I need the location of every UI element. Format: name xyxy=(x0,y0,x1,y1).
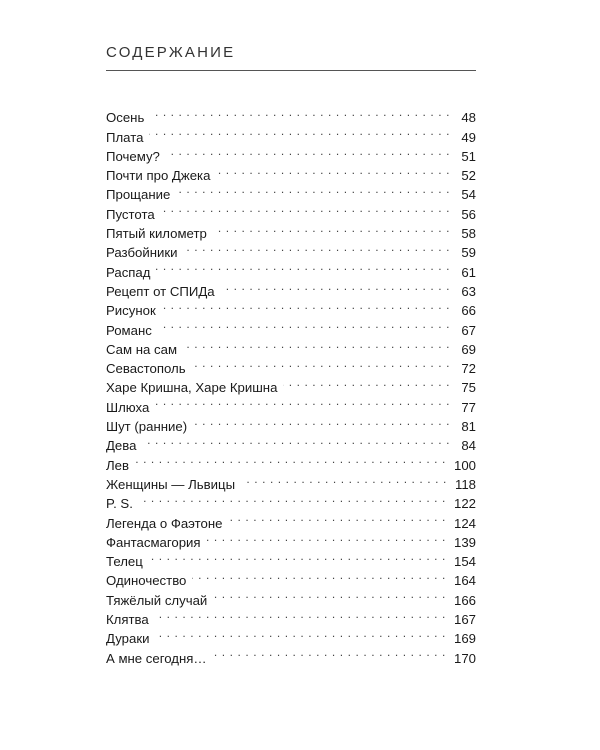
toc-entry-title: Плата xyxy=(106,128,149,147)
dot-leader xyxy=(162,296,450,315)
toc-entry xyxy=(106,431,476,454)
toc-entry-title: Клятва xyxy=(106,610,155,629)
toc-entry xyxy=(106,585,476,608)
dot-leader xyxy=(192,566,446,585)
toc-entry-page-number: 49 xyxy=(461,129,476,145)
toc-entry xyxy=(106,528,476,550)
dot-leader xyxy=(213,219,450,238)
toc-entry-title: Шлюха xyxy=(106,398,155,417)
toc-entry xyxy=(106,161,476,184)
toc-entry xyxy=(106,392,476,415)
dot-leader xyxy=(228,508,446,527)
dot-leader xyxy=(216,161,450,180)
toc-entry xyxy=(106,547,476,570)
toc-entry-title: Осень xyxy=(106,108,150,127)
toc-entry-title: Рисунок xyxy=(106,301,162,320)
toc-entry xyxy=(106,296,476,319)
toc-entry-page-number: 169 xyxy=(453,631,476,647)
toc-entry-page-number: 100 xyxy=(453,457,476,473)
toc-entry-title: Романс xyxy=(106,321,158,340)
title-divider xyxy=(106,70,476,71)
toc-entry xyxy=(106,643,476,666)
toc-entry xyxy=(106,238,476,261)
toc-entry-page-number: 167 xyxy=(453,612,476,628)
toc-entry xyxy=(106,199,476,222)
toc-entry-title: Шут (ранние) xyxy=(106,417,193,436)
toc-entry-title: Разбойники xyxy=(106,243,183,262)
toc-entry xyxy=(106,450,476,473)
toc-entry xyxy=(106,373,476,396)
toc-entry-page-number: 77 xyxy=(461,399,476,415)
dot-leader xyxy=(142,431,450,450)
toc-entry xyxy=(106,103,476,126)
dot-leader xyxy=(149,547,446,566)
toc-entry-title: А мне сегодня… xyxy=(106,649,213,668)
toc-entry-title: Дураки xyxy=(106,629,155,648)
dot-leader xyxy=(183,335,450,354)
dot-leader xyxy=(166,142,450,161)
toc-entry-page-number: 166 xyxy=(453,592,476,608)
dot-leader xyxy=(207,528,446,547)
toc-entry-page-number: 52 xyxy=(461,168,476,184)
toc-entry-page-number: 81 xyxy=(461,419,476,435)
toc-entry-title: Рецепт от СПИДа xyxy=(106,282,221,301)
toc-entry xyxy=(106,122,476,145)
dot-leader xyxy=(135,450,446,469)
toc-entry xyxy=(106,566,476,589)
toc-entry-page-number: 51 xyxy=(461,148,476,164)
toc-entry-title: Телец xyxy=(106,552,149,571)
dot-leader xyxy=(139,489,446,508)
dot-leader xyxy=(241,470,447,489)
toc-entry-title: Дева xyxy=(106,436,142,455)
toc-entry-page-number: 56 xyxy=(461,206,476,222)
toc-entry-title: Почему? xyxy=(106,147,166,166)
toc-entry-title: Сам на сам xyxy=(106,340,183,359)
toc-entry-page-number: 61 xyxy=(461,264,476,280)
toc-entry xyxy=(106,142,476,164)
toc-entry-title: P. S. xyxy=(106,494,139,513)
toc-entry-title: Женщины — Львицы xyxy=(106,475,241,494)
toc-entry-page-number: 118 xyxy=(454,476,476,492)
toc-entry-title: Пустота xyxy=(106,205,161,224)
toc-entry-page-number: 124 xyxy=(453,515,476,531)
toc-entry-title: Тяжёлый случай xyxy=(106,591,213,610)
toc-entry-title: Пятый километр xyxy=(106,224,213,243)
toc-entry-title: Почти про Джека xyxy=(106,166,216,185)
toc-entry xyxy=(106,315,476,338)
dot-leader xyxy=(158,315,450,334)
toc-entry-page-number: 58 xyxy=(461,226,476,242)
dot-leader xyxy=(155,605,446,624)
toc-entry-page-number: 75 xyxy=(461,380,476,396)
toc-entry xyxy=(106,605,476,628)
toc-entry-title: Распад xyxy=(106,263,156,282)
toc-entry-page-number: 54 xyxy=(461,187,476,203)
dot-leader xyxy=(193,412,450,431)
dot-leader xyxy=(161,199,450,218)
toc-entry-title: Лев xyxy=(106,456,135,475)
toc-entry-page-number: 72 xyxy=(461,361,476,377)
toc-entry xyxy=(106,412,476,435)
toc-entry xyxy=(106,335,476,357)
dot-leader xyxy=(213,585,446,604)
toc-entry-page-number: 67 xyxy=(461,322,476,338)
toc-entry-page-number: 139 xyxy=(453,534,476,550)
toc-entry-page-number: 122 xyxy=(453,496,476,512)
dot-leader xyxy=(213,643,446,662)
toc-entry-page-number: 164 xyxy=(453,573,476,589)
toc-entry-page-number: 154 xyxy=(453,554,476,570)
toc-entry-title: Севастополь xyxy=(106,359,192,378)
toc-entry xyxy=(106,219,476,242)
dot-leader xyxy=(156,257,450,276)
toc-entry-title: Прощание xyxy=(106,185,176,204)
toc-entry-page-number: 170 xyxy=(453,650,476,666)
toc-entry xyxy=(106,470,476,492)
toc-entry-page-number: 63 xyxy=(461,283,476,299)
toc-entry xyxy=(106,489,476,512)
toc-entry-title: Легенда о Фаэтоне xyxy=(106,514,228,533)
toc-entry-page-number: 59 xyxy=(461,245,476,261)
toc-entry-page-number: 66 xyxy=(461,303,476,319)
toc-entry xyxy=(106,277,476,299)
dot-leader xyxy=(149,122,450,141)
toc-entry xyxy=(106,257,476,280)
toc-entry-page-number: 84 xyxy=(461,438,476,454)
dot-leader xyxy=(221,277,450,296)
toc-entry-page-number: 69 xyxy=(461,341,476,357)
toc-entry-title: Одиночество xyxy=(106,571,192,590)
dot-leader xyxy=(155,624,446,643)
toc-entry-page-number: 48 xyxy=(461,110,476,126)
toc-entry xyxy=(106,354,476,377)
toc-entry xyxy=(106,624,476,647)
table-of-contents xyxy=(106,103,476,666)
dot-leader xyxy=(150,103,450,122)
toc-entry-title: Фантасмагория xyxy=(106,533,207,552)
toc-entry xyxy=(106,180,476,203)
dot-leader xyxy=(155,392,450,411)
dot-leader xyxy=(283,373,450,392)
toc-entry xyxy=(106,508,476,531)
dot-leader xyxy=(192,354,450,373)
toc-entry-title: Харе Кришна, Харе Кришна xyxy=(106,378,283,397)
dot-leader xyxy=(183,238,450,257)
dot-leader xyxy=(176,180,450,199)
page-title: СОДЕРЖАНИЕ xyxy=(106,44,236,61)
